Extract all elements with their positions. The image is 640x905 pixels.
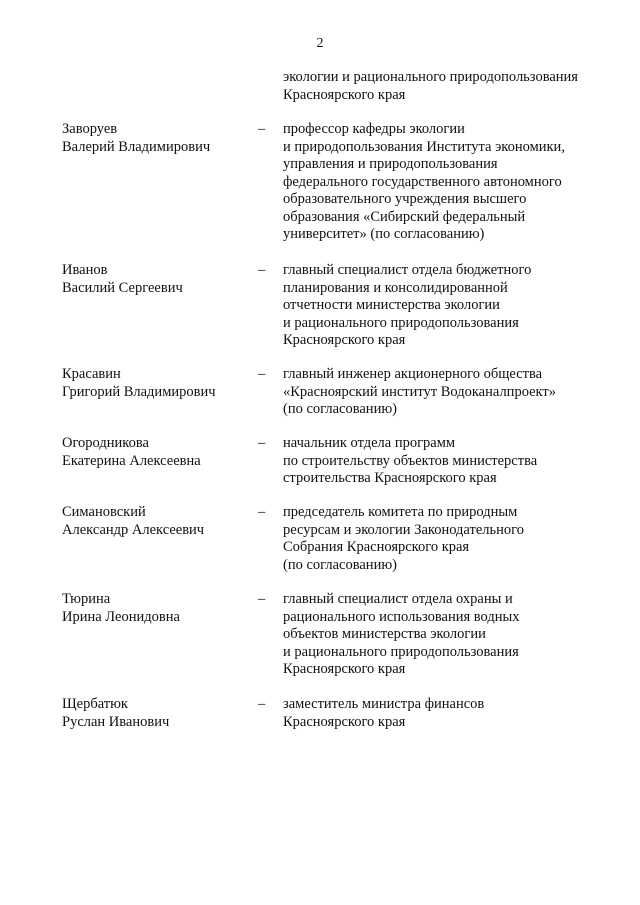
position-line: ресурсам и экологии Законодательного: [283, 521, 524, 538]
position-line: (по согласованию): [283, 401, 397, 417]
position-line: Собрания Красноярского края: [283, 539, 470, 555]
member-given-name: Григорий Владимирович: [62, 383, 216, 400]
member-name: [62, 504, 204, 539]
position-line: Красноярского края: [283, 713, 406, 730]
member-name: [62, 696, 169, 731]
member-position: [283, 696, 484, 731]
position-line: объектов министерства экологии: [283, 626, 486, 642]
position-line: «Красноярский институт Водоканалпроект»: [283, 383, 556, 400]
dash: –: [258, 696, 266, 712]
position-line: начальник отдела программ: [283, 435, 456, 451]
member-name: [62, 366, 216, 401]
continuation-line: экологии и рационального природопользования: [283, 69, 578, 85]
member-surname: Симановский: [62, 504, 146, 520]
dash: –: [258, 262, 266, 278]
member-name: [62, 435, 201, 470]
position-line: и рационального природопользования: [283, 643, 519, 660]
position-line: по строительству объектов министерства: [283, 452, 538, 469]
member-name: [62, 262, 183, 297]
position-line: главный специалист отдела бюджетного: [283, 262, 532, 278]
dash: –: [258, 591, 266, 607]
member-position: [283, 262, 531, 350]
position-line: (по согласованию): [283, 556, 397, 573]
position-line: главный специалист отдела охраны и: [283, 591, 513, 607]
member-name: [62, 121, 210, 156]
position-line: заместитель министра финансов: [283, 696, 485, 712]
continuation-line: Красноярского края: [283, 86, 406, 103]
member-given-name: Александр Алексеевич: [62, 521, 205, 538]
position-line: образования «Сибирский федеральный: [283, 208, 526, 225]
position-line: Красноярского края: [283, 332, 406, 348]
position-line: федерального государственного автономного: [283, 173, 562, 190]
member-position: [283, 121, 565, 244]
position-line: и рационального природопользования: [283, 314, 519, 331]
member-given-name: Ирина Леонидовна: [62, 608, 180, 625]
member-position: [283, 435, 537, 488]
member-name: [62, 591, 180, 626]
member-given-name: Екатерина Алексеевна: [62, 452, 201, 469]
dash: –: [258, 121, 266, 137]
member-position: [283, 366, 556, 419]
member-surname: Огородникова: [62, 435, 149, 451]
member-surname: Заворуев: [62, 121, 118, 137]
position-line: и природопользования Института экономики,: [283, 138, 565, 155]
member-surname: Иванов: [62, 262, 108, 278]
dash: –: [258, 504, 266, 520]
member-given-name: Руслан Иванович: [62, 713, 170, 730]
position-line: образовательного учреждения высшего: [283, 191, 527, 207]
position-line: университет» (по согласованию): [283, 226, 485, 242]
member-given-name: Валерий Владимирович: [62, 138, 211, 155]
position-line: строительства Красноярского края: [283, 470, 497, 486]
member-surname: Красавин: [62, 366, 121, 382]
dash: –: [258, 435, 266, 451]
continuation-text: [283, 69, 578, 104]
position-line: профессор кафедры экологии: [283, 121, 465, 137]
position-line: главный инженер акционерного общества: [283, 366, 543, 382]
dash: –: [258, 366, 266, 382]
position-line: рационального использования водных: [283, 608, 520, 625]
member-surname: Щербатюк: [62, 696, 128, 712]
member-given-name: Василий Сергеевич: [62, 279, 183, 296]
position-line: отчетности министерства экологии: [283, 297, 500, 313]
page-number: 2: [316, 36, 324, 51]
member-position: [283, 591, 519, 679]
position-line: председатель комитета по природным: [283, 504, 518, 520]
position-line: планирования и консолидированной: [283, 279, 508, 296]
member-surname: Тюрина: [62, 591, 111, 607]
position-line: Красноярского края: [283, 661, 406, 677]
position-line: управления и природопользования: [283, 156, 498, 172]
member-position: [283, 504, 524, 574]
